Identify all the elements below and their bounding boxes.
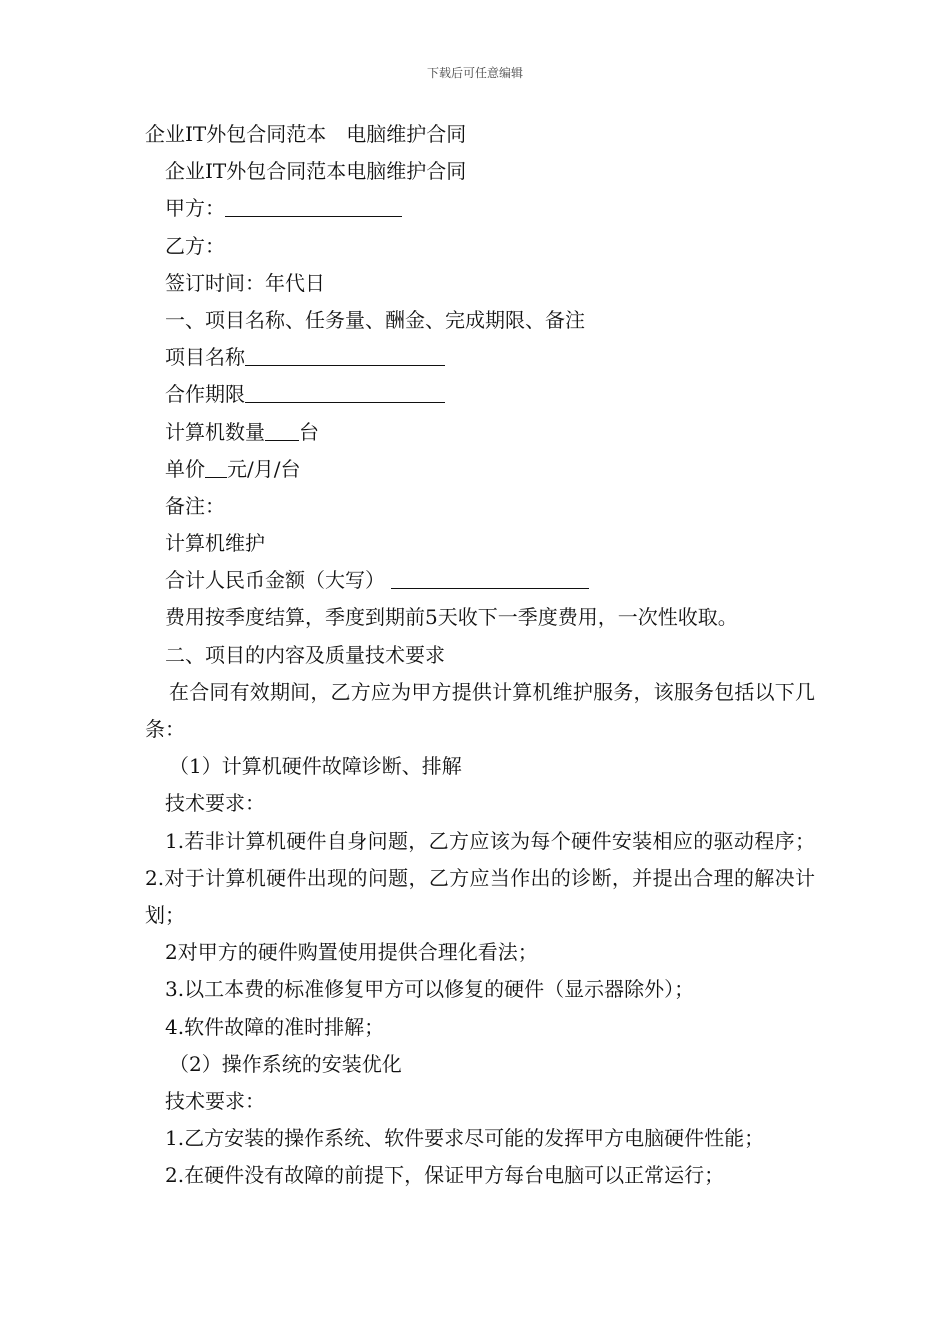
unit-price-unit: 元/月/台	[227, 456, 301, 481]
tech-requirements-label-2: 技术要求：	[165, 1088, 265, 1113]
cooperation-period-line	[145, 376, 815, 413]
item1-requirement-1: 1.若非计算机硬件自身问题，乙方应该为每个硬件安装相应的驱动程序；2.对于计算机硬件出现的问题，乙方应当作出的诊断，并提出合理的解决计划；	[145, 828, 815, 927]
section1-heading: 一、项目名称、任务量、酬金、完成期限、备注	[165, 307, 585, 332]
computer-count-blank	[265, 418, 299, 441]
party-a-blank	[225, 194, 402, 217]
remarks-label: 备注：	[165, 493, 225, 518]
unit-price-line	[145, 451, 815, 488]
computer-count-line	[145, 414, 815, 451]
computer-count-unit: 台	[299, 419, 319, 444]
header-note: 下载后可任意编辑	[426, 66, 523, 80]
signing-time: 签订时间：年代日	[165, 270, 325, 295]
party-b-line	[145, 228, 815, 265]
fee-note: 费用按季度结算，季度到期前5天收下一季度费用，一次性收取。	[165, 605, 738, 630]
project-name-line	[145, 339, 815, 376]
cooperation-period-label: 合作期限	[165, 382, 245, 407]
tech-requirements-label-1: 技术要求：	[165, 791, 265, 816]
contract-title: 企业IT外包合同范本 电脑维护合同	[145, 122, 467, 146]
item2-requirement-1: 1.乙方安装的操作系统、软件要求尽可能的发挥甲方电脑硬件性能；	[165, 1126, 765, 1151]
project-name-blank	[245, 343, 445, 366]
project-name-label: 项目名称	[165, 345, 245, 370]
contract-body	[145, 116, 815, 1195]
item1-requirement-4: 4.软件故障的准时排解；	[165, 1014, 385, 1039]
party-b-label: 乙方：	[165, 233, 225, 258]
unit-price-label: 单价	[165, 456, 205, 481]
item2-requirement-2: 2.在硬件没有故障的前提下，保证甲方每台电脑可以正常运行；	[165, 1163, 725, 1188]
section2-heading: 二、项目的内容及质量技术要求	[165, 642, 445, 667]
party-a-label: 甲方：	[165, 196, 225, 221]
section2-intro: 在合同有效期间，乙方应为甲方提供计算机维护服务，该服务包括以下几条：	[145, 679, 815, 742]
total-amount-blank	[391, 566, 589, 589]
item2-heading: （2）操作系统的安装优化	[169, 1051, 402, 1076]
item1-heading: （1）计算机硬件故障诊断、排解	[169, 754, 462, 779]
maintenance-label: 计算机维护	[165, 531, 265, 556]
cooperation-period-blank	[245, 380, 445, 403]
item1-requirement-2: 2对甲方的硬件购置使用提供合理化看法；	[165, 940, 538, 965]
party-a-line	[145, 190, 815, 227]
item1-requirement-3: 3.以工本费的标准修复甲方可以修复的硬件（显示器除外）；	[165, 977, 695, 1002]
unit-price-blank	[205, 455, 227, 478]
contract-subtitle: 企业IT外包合同范本电脑维护合同	[165, 159, 467, 184]
total-amount-line	[145, 562, 815, 599]
computer-count-label: 计算机数量	[165, 419, 265, 444]
total-amount-label: 合计人民币金额（大写）	[165, 568, 385, 593]
